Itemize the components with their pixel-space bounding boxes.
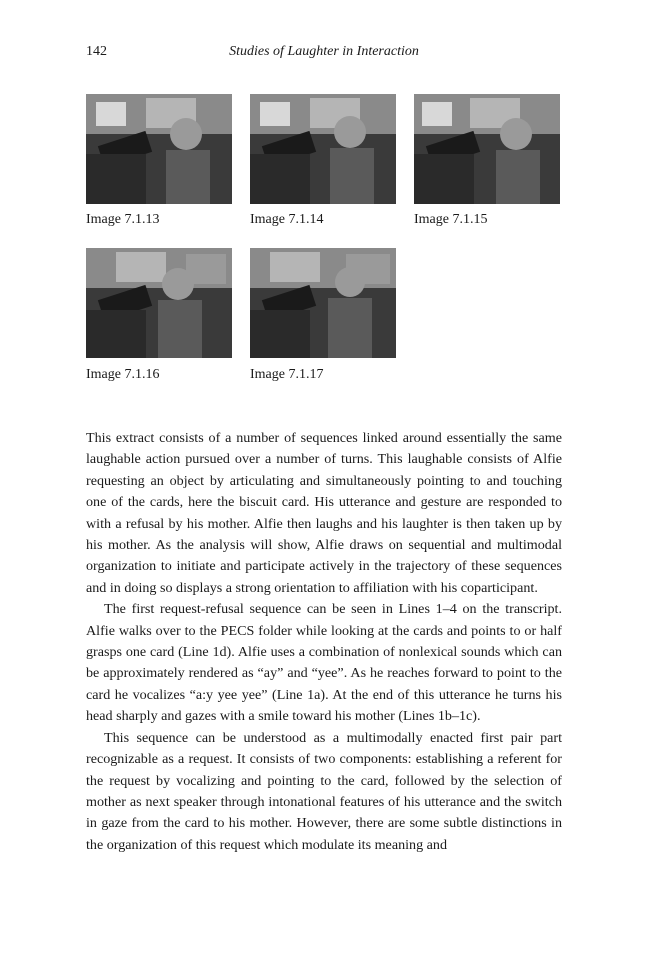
figure-caption: Image 7.1.14 [250, 212, 324, 227]
figure-image-7-1-15 [414, 94, 560, 204]
figure-image-7-1-16 [86, 248, 232, 358]
figure-image-7-1-17 [250, 248, 396, 358]
figure-caption: Image 7.1.15 [414, 212, 488, 227]
running-title: Studies of Laughter in Interaction [229, 44, 419, 59]
figure-image-7-1-13 [86, 94, 232, 204]
figure-caption: Image 7.1.17 [250, 367, 324, 382]
figure-caption: Image 7.1.16 [86, 367, 160, 382]
paragraph: The first request-refusal sequence can be seen in Lines 1–4 on the transcript. Alfie walks over to the PECS folder while looking at the cards and points to or half grasps one card (Line 1d). Alfie uses a combination of nonlexical sounds which can be approximately rendered as “ay” and “yee”. As he reaches forward to point to the card he vocalizes “a:y yee yee” (Line 1a). At the end of this utterance he turns his head sharply and gazes with a smile toward his mother (Lines 1b–1c). [86, 601, 562, 725]
body-text [86, 428, 562, 856]
page-number: 142 [86, 44, 107, 59]
paragraph: This sequence can be understood as a multimodally enacted first pair part recognizable as a request. It consists of two components: establishing a referent for the request by vocalizing and pointing to the card, followed by the selection of mother as next speaker through intonational features of his utterance and the switch in gaze from the card to his mother. However, there are some subtle distinctions in the organization of this request which modulate its meaning and [86, 729, 562, 853]
running-header [86, 44, 562, 64]
figure-caption: Image 7.1.13 [86, 212, 160, 227]
figure-image-7-1-14 [250, 94, 396, 204]
paragraph: This extract consists of a number of sequences linked around essentially the same laughable action pursued over a number of turns. This laughable consists of Alfie requesting an object by articulating and simultaneously pointing to and touching one of the cards, here the biscuit card. His utterance and gesture are responded to with a refusal by his mother. Alfie then laughs and his laughter is then taken up by his mother. As the analysis will show, Alfie draws on sequential and multimodal organization to initiate and participate actively in the trajectory of these sequences and in doing so displays a strong orientation to affiliation with his coparticipant. [86, 430, 562, 596]
